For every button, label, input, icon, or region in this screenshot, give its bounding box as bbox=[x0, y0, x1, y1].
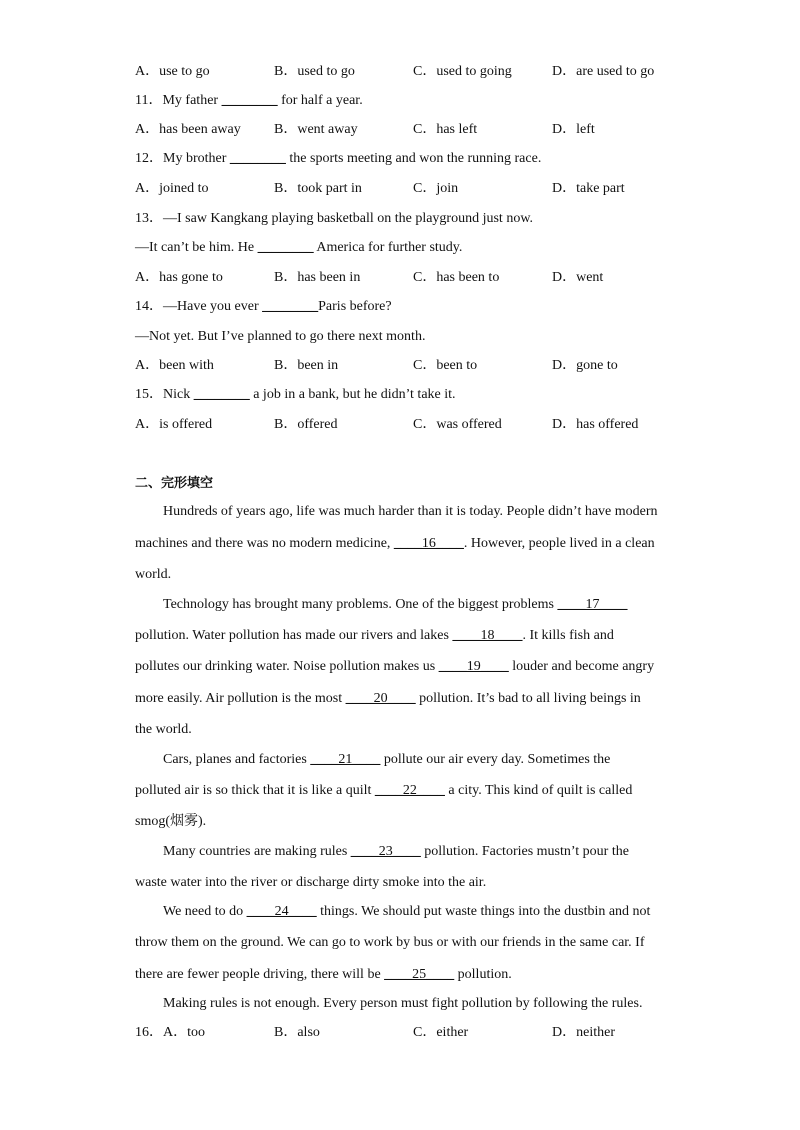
question-15 bbox=[135, 386, 456, 404]
q11-options bbox=[135, 121, 695, 139]
passage-line: the world. bbox=[135, 722, 192, 737]
question-14-line1 bbox=[135, 298, 392, 316]
question-text: 15．Nick bbox=[135, 387, 194, 402]
blank-19: ____19____ bbox=[438, 659, 509, 674]
question-text: —It can’t be him. He bbox=[135, 240, 258, 255]
option-a: A．has gone to bbox=[135, 270, 223, 285]
passage-text: pollution. Water pollution has made our rivers and lakes bbox=[135, 628, 453, 643]
passage-text: pollution. It’s bad to all living beings in bbox=[415, 691, 641, 706]
q15-options bbox=[135, 416, 695, 434]
passage-line: Making rules is not enough. Every person must fight pollution by following the rules. bbox=[163, 996, 643, 1011]
question-text: a job in a bank, but he didn’t take it. bbox=[249, 387, 456, 402]
option-a: 16．A．too bbox=[135, 1025, 205, 1040]
answer-blank: ________ bbox=[229, 151, 286, 166]
passage-text: machines and there was no modern medicine, bbox=[135, 536, 394, 551]
option-b: B．went away bbox=[274, 122, 358, 137]
blank-20: ____20____ bbox=[345, 691, 416, 706]
blank-22: ____22____ bbox=[374, 783, 445, 798]
question-13-line2 bbox=[135, 239, 462, 257]
passage-line bbox=[135, 690, 641, 708]
passage-line bbox=[135, 627, 614, 645]
passage-text: pollutes our drinking water. Noise pollution makes us bbox=[135, 659, 439, 674]
question-text: for half a year. bbox=[277, 93, 363, 108]
passage-line bbox=[163, 751, 610, 769]
question-text: the sports meeting and won the running race. bbox=[285, 151, 542, 166]
question-text: 12．My brother bbox=[135, 151, 230, 166]
question-text: 11．My father bbox=[135, 93, 222, 108]
question-11 bbox=[135, 92, 363, 110]
passage-line bbox=[135, 658, 654, 676]
option-a: A．been with bbox=[135, 358, 214, 373]
passage-line: throw them on the ground. We can go to work by bus or with our friends in the same car. If bbox=[135, 935, 645, 950]
passage-text: there are fewer people driving, there will be bbox=[135, 967, 385, 982]
option-c: C．join bbox=[413, 181, 459, 196]
answer-blank: ________ bbox=[262, 299, 319, 314]
passage-text: pollution. Factories mustn’t pour the bbox=[420, 844, 629, 859]
blank-16: ____16____ bbox=[393, 536, 464, 551]
question-12 bbox=[135, 150, 541, 168]
passage-line bbox=[163, 903, 650, 921]
option-a: A．has been away bbox=[135, 122, 241, 137]
option-d: D．left bbox=[552, 122, 595, 137]
q13-options bbox=[135, 269, 695, 287]
option-b: B．also bbox=[274, 1025, 320, 1040]
passage-line bbox=[135, 782, 632, 800]
passage-line: Hundreds of years ago, life was much harder than it is today. People didn’t have modern bbox=[163, 504, 658, 519]
question-text: America for further study. bbox=[313, 240, 463, 255]
option-b: B．has been in bbox=[274, 270, 361, 285]
option-d: D．went bbox=[552, 270, 604, 285]
q10-options bbox=[135, 63, 695, 81]
question-14-line2: —Not yet. But I’ve planned to go there next month. bbox=[135, 329, 426, 344]
option-d: D．neither bbox=[552, 1025, 615, 1040]
option-b: B．used to go bbox=[274, 64, 355, 79]
passage-text: Technology has brought many problems. One of the biggest problems bbox=[163, 597, 558, 612]
option-a: A．joined to bbox=[135, 181, 209, 196]
option-b: B．took part in bbox=[274, 181, 362, 196]
passage-line bbox=[135, 535, 655, 553]
option-c: C．has left bbox=[413, 122, 478, 137]
answer-blank: ________ bbox=[193, 387, 250, 402]
passage-text: Cars, planes and factories bbox=[163, 752, 311, 767]
passage-text: pollute our air every day. Sometimes the bbox=[380, 752, 611, 767]
blank-25: ____25____ bbox=[384, 967, 455, 982]
section-heading: 二、完形填空 bbox=[135, 476, 214, 491]
option-d: D．are used to go bbox=[552, 64, 655, 79]
question-text: Paris before? bbox=[318, 299, 392, 314]
option-d: D．gone to bbox=[552, 358, 618, 373]
passage-text: . However, people lived in a clean bbox=[463, 536, 655, 551]
option-a: A．is offered bbox=[135, 417, 213, 432]
passage-text: polluted air is so thick that it is like a quilt bbox=[135, 783, 375, 798]
passage-text: more easily. Air pollution is the most bbox=[135, 691, 346, 706]
option-c: C．either bbox=[413, 1025, 469, 1040]
blank-21: ____21____ bbox=[310, 752, 381, 767]
question-text: 14．—Have you ever bbox=[135, 299, 263, 314]
passage-text: a city. This kind of quilt is called bbox=[444, 783, 633, 798]
q14-options bbox=[135, 357, 695, 375]
option-c: C．has been to bbox=[413, 270, 500, 285]
option-c: C．used to going bbox=[413, 64, 512, 79]
q12-options bbox=[135, 180, 695, 198]
passage-line bbox=[163, 596, 627, 614]
answer-blank: ________ bbox=[257, 240, 314, 255]
q16-options bbox=[135, 1024, 695, 1042]
passage-line bbox=[135, 966, 512, 984]
passage-line bbox=[163, 843, 629, 861]
option-b: B．been in bbox=[274, 358, 339, 373]
blank-18: ____18____ bbox=[452, 628, 523, 643]
option-d: D．has offered bbox=[552, 417, 639, 432]
passage-line: smog(烟雾). bbox=[135, 814, 207, 829]
blank-24: ____24____ bbox=[246, 904, 317, 919]
option-d: D．take part bbox=[552, 181, 625, 196]
option-a: A．use to go bbox=[135, 64, 210, 79]
passage-line: world. bbox=[135, 567, 172, 582]
blank-17: ____17____ bbox=[557, 597, 628, 612]
passage-line: waste water into the river or discharge dirty smoke into the air. bbox=[135, 875, 487, 890]
option-b: B．offered bbox=[274, 417, 338, 432]
option-c: C．was offered bbox=[413, 417, 502, 432]
blank-23: ____23____ bbox=[350, 844, 421, 859]
passage-text: . It kills fish and bbox=[522, 628, 614, 643]
passage-text: louder and become angry bbox=[508, 659, 655, 674]
passage-text: pollution. bbox=[454, 967, 512, 982]
passage-text: things. We should put waste things into the dustbin and not bbox=[316, 904, 651, 919]
passage-text: We need to do bbox=[163, 904, 247, 919]
answer-blank: ________ bbox=[221, 93, 278, 108]
question-13-line1: 13．—I saw Kangkang playing basketball on the playground just now. bbox=[135, 211, 534, 226]
passage-text: Many countries are making rules bbox=[163, 844, 351, 859]
option-c: C．been to bbox=[413, 358, 478, 373]
